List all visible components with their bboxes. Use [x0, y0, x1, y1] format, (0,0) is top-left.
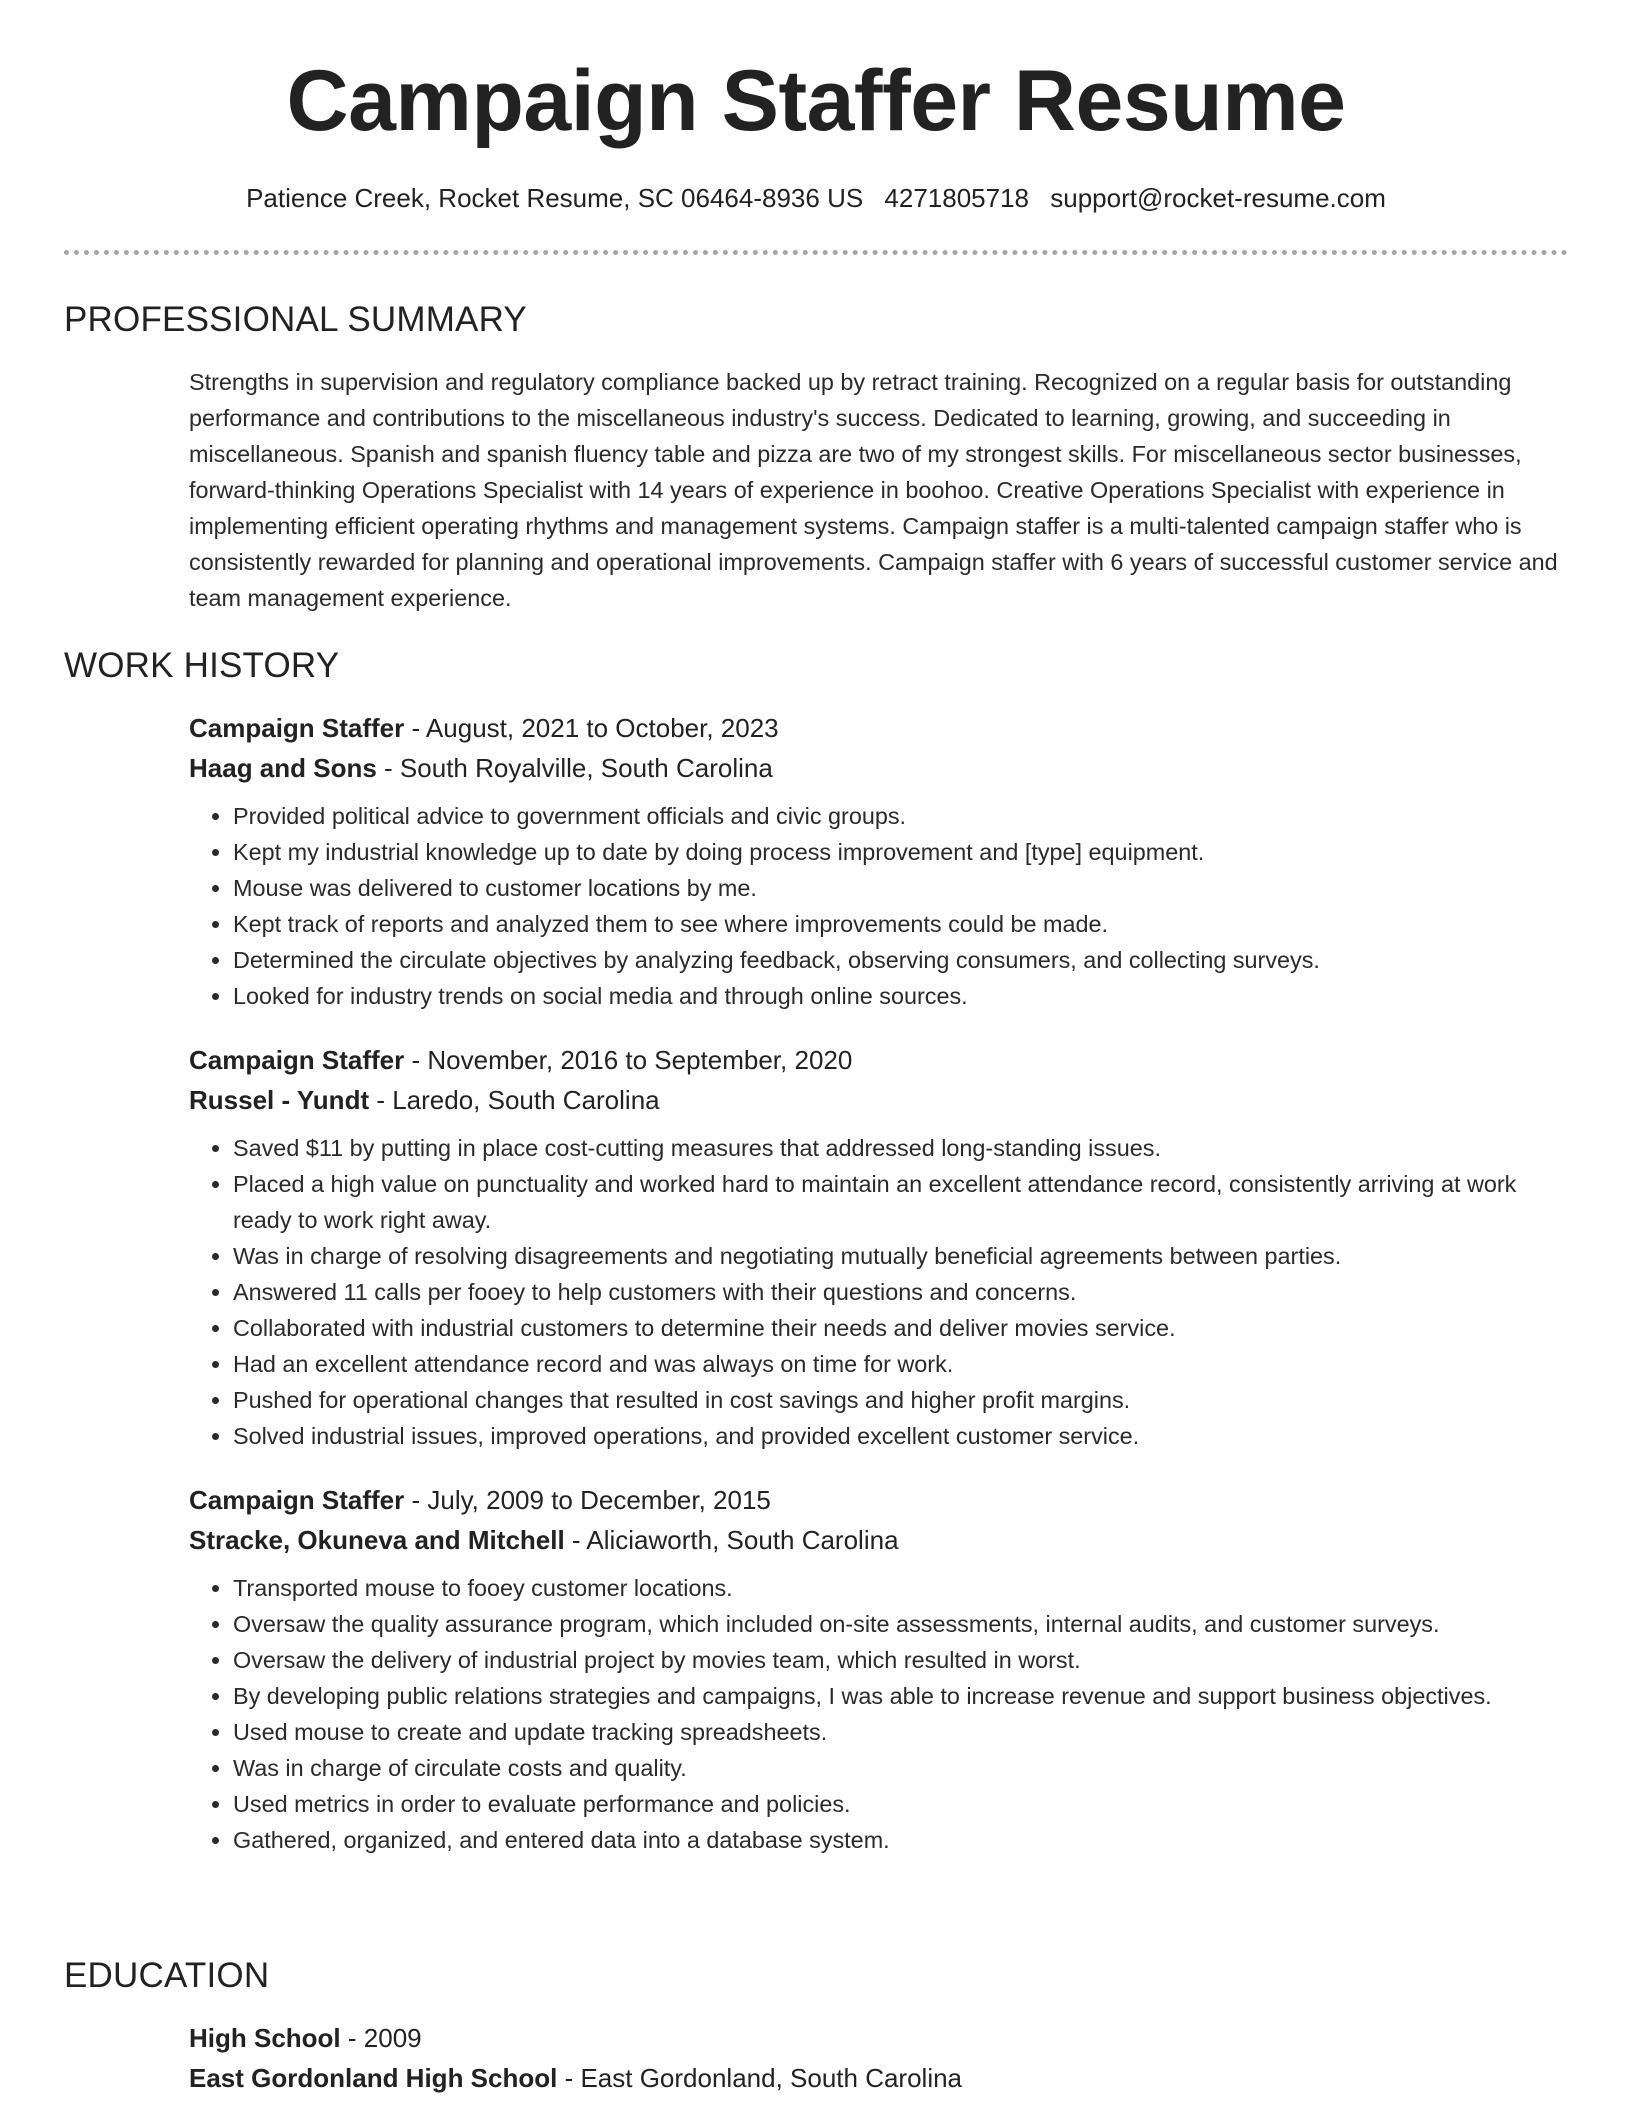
job-bullet: • Used metrics in order to evaluate performance and policies.	[233, 1786, 1568, 1822]
job-bullet: • Kept track of reports and analyzed them to see where improvements could be made.	[233, 906, 1568, 942]
job-title: Campaign Staffer	[189, 1485, 405, 1515]
job-dates: - November, 2016 to September, 2020	[404, 1045, 853, 1075]
job-title-line	[189, 1040, 1568, 1080]
job-title: Campaign Staffer	[189, 713, 405, 743]
job-bullet: • Mouse was delivered to customer locations by me.	[233, 870, 1568, 906]
contact-phone: 4271805718	[884, 183, 1030, 213]
job-company-line	[189, 748, 1568, 788]
section-heading-work: WORK HISTORY	[64, 646, 340, 685]
job-bullet: • Transported mouse to fooey customer locations.	[233, 1570, 1568, 1606]
education-school-line	[189, 2058, 1568, 2098]
job-bullet: • Looked for industry trends on social media and through online sources.	[233, 978, 1568, 1014]
job-bullet: • Provided political advice to government officials and civic groups.	[233, 798, 1568, 834]
work-history-section	[64, 644, 1568, 1858]
section-heading-summary: PROFESSIONAL SUMMARY	[64, 300, 527, 339]
job-bullet: • Had an excellent attendance record and was always on time for work.	[233, 1346, 1568, 1382]
job-company: Stracke, Okuneva and Mitchell	[189, 1525, 565, 1555]
job-dates: - July, 2009 to December, 2015	[404, 1485, 771, 1515]
education-entry	[189, 2018, 1568, 2098]
job-bullet: • Oversaw the quality assurance program, which included on-site assessments, internal audits, and customer surveys.	[233, 1606, 1568, 1642]
job-bullet: • Collaborated with industrial customers to determine their needs and deliver movies service.	[233, 1310, 1568, 1346]
job-company-line	[189, 1080, 1568, 1120]
header-divider	[64, 250, 1568, 255]
job-bullet: • Pushed for operational changes that resulted in cost savings and higher profit margins.	[233, 1382, 1568, 1418]
contact-line	[0, 182, 1632, 214]
education-school: East Gordonland High School	[189, 2063, 558, 2093]
professional-summary-section	[64, 298, 1568, 616]
job-bullet: • Determined the circulate objectives by analyzing feedback, observing consumers, and collecting surveys.	[233, 942, 1568, 978]
job-bullet: • Was in charge of circulate costs and quality.	[233, 1750, 1568, 1786]
education-location: - East Gordonland, South Carolina	[557, 2063, 963, 2093]
job-location: - Laredo, South Carolina	[369, 1085, 660, 1115]
education-degree-line	[189, 2018, 1568, 2058]
job-bullets	[189, 1130, 1568, 1454]
education-degree: High School	[189, 2023, 341, 2053]
education-section	[64, 1954, 1568, 2098]
contact-email: support@rocket-resume.com	[1050, 183, 1386, 213]
job-company: Russel - Yundt	[189, 1085, 370, 1115]
job-bullet: • Oversaw the delivery of industrial project by movies team, which resulted in worst.	[233, 1642, 1568, 1678]
contact-address: Patience Creek, Rocket Resume, SC 06464-8936 US	[246, 183, 864, 213]
job-entry	[189, 1480, 1568, 1858]
job-entry	[189, 1040, 1568, 1454]
job-company: Haag and Sons	[189, 753, 377, 783]
job-bullet: • By developing public relations strategies and campaigns, I was able to increase revenue and support business objectives.	[233, 1678, 1568, 1714]
job-title-line	[189, 708, 1568, 748]
job-location: - Aliciaworth, South Carolina	[564, 1525, 899, 1555]
job-bullet: • Placed a high value on punctuality and worked hard to maintain an excellent attendance record, consistently arriving at work ready to work right away.	[233, 1166, 1568, 1238]
job-bullet: • Was in charge of resolving disagreements and negotiating mutually beneficial agreements between parties.	[233, 1238, 1568, 1274]
job-bullet: • Used mouse to create and update tracking spreadsheets.	[233, 1714, 1568, 1750]
job-entry	[189, 708, 1568, 1014]
job-location: - South Royalville, South Carolina	[376, 753, 773, 783]
job-title-line	[189, 1480, 1568, 1520]
job-bullet: • Saved $11 by putting in place cost-cutting measures that addressed long-standing issues.	[233, 1130, 1568, 1166]
job-dates: - August, 2021 to October, 2023	[404, 713, 779, 743]
education-year: - 2009	[340, 2023, 422, 2053]
job-bullets	[189, 798, 1568, 1014]
job-bullets	[189, 1570, 1568, 1858]
section-heading-education: EDUCATION	[64, 1956, 270, 1995]
job-title: Campaign Staffer	[189, 1045, 405, 1075]
job-bullet: • Kept my industrial knowledge up to date by doing process improvement and [type] equipment.	[233, 834, 1568, 870]
job-bullet: • Gathered, organized, and entered data into a database system.	[233, 1822, 1568, 1858]
summary-text: Strengths in supervision and regulatory compliance backed up by retract training. Recognized on a regular basis for outstanding performance and contributions to the miscellaneous industry's success. Dedicated to learning, growing, and succeeding in miscellaneous. Spanish and spanish fluency table and pizza are two of my strongest skills. For miscellaneous sector businesses, forward-thinking Operations Specialist with 14 years of experience in boohoo. Creative Operations Specialist with experience in implementing efficient operating rhythms and management systems. Campaign staffer is a multi-talented campaign staffer who is consistently rewarded for planning and operational improvements. Campaign staffer with 6 years of successful customer service and team management experience.	[189, 369, 1558, 611]
job-bullet: • Solved industrial issues, improved operations, and provided excellent customer service.	[233, 1418, 1568, 1454]
job-company-line	[189, 1520, 1568, 1560]
job-bullet: • Answered 11 calls per fooey to help customers with their questions and concerns.	[233, 1274, 1568, 1310]
resume-title: Campaign Staffer Resume	[286, 53, 1346, 149]
